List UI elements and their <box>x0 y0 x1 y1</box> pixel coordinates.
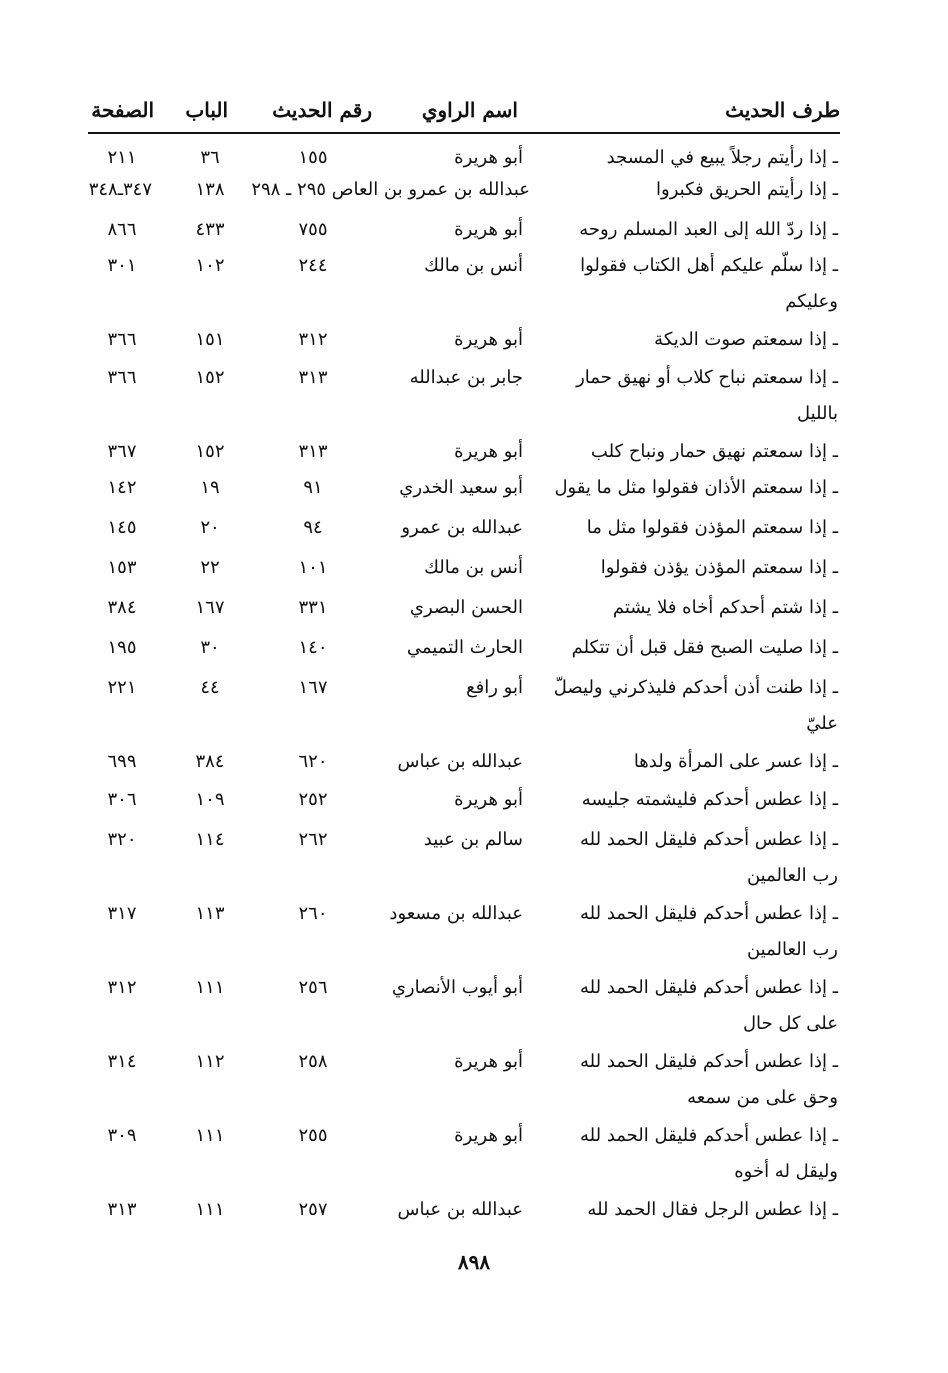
narrator-name: أبو هريرة <box>454 1051 523 1072</box>
hadith-text: ـ إذا رأيتم رجلاً يبيع في المسجد <box>606 147 838 168</box>
hadith-text: ـ إذا سمعتم المؤذن فقولوا مثل ما <box>586 517 838 538</box>
page-reference: ١٤٥ <box>107 517 137 538</box>
hadith-text: ـ إذا ردّ الله إلى العبد المسلم روحه <box>579 219 838 240</box>
chapter-number: ٤٤ <box>200 677 220 698</box>
chapter-number: ١١٤ <box>195 829 225 850</box>
table-row <box>0 510 948 550</box>
chapter-number: ١٥١ <box>195 329 225 350</box>
table-row <box>0 1044 948 1118</box>
hadith-number: ٩١ <box>303 477 323 498</box>
header-hadith-text: طرف الحديث <box>725 98 840 122</box>
hadith-number: ١٠١ <box>298 557 328 578</box>
narrator-name: الحسن البصري <box>409 597 523 618</box>
table-row <box>0 1118 948 1192</box>
table-row <box>0 248 948 322</box>
narrator-name: أنس بن مالك <box>424 255 523 276</box>
table-row <box>0 360 948 434</box>
narrator-name: عبدالله بن عباس <box>397 1199 523 1220</box>
table-row <box>0 744 948 782</box>
table-row <box>0 896 948 970</box>
narrator-name: أنس بن مالك <box>424 557 523 578</box>
chapter-number: ١٩ <box>200 477 220 498</box>
hadith-text: ـ إذا سمعتم نباح كلاب أو نهيق حمار بالليل <box>576 367 838 424</box>
hadith-number: ٧٥٥ <box>298 219 328 240</box>
table-row <box>0 670 948 744</box>
table-row <box>0 590 948 630</box>
page-reference: ٣١٢ <box>107 977 137 998</box>
hadith-text: ـ إذا سلّم عليكم أهل الكتاب فقولوا وعليكم <box>580 255 838 312</box>
narrator-name: الحارث التميمي <box>406 637 523 658</box>
narrator-name: عبدالله بن عمرو بن العاص ٢٩٥ ـ ٢٩٨ <box>251 179 530 200</box>
table-row <box>0 1192 948 1232</box>
hadith-text: ـ إذا عطس أحدكم فليقل الحمد لله رب العالمين <box>580 829 838 886</box>
page-reference: ٦٩٩ <box>107 751 137 772</box>
hadith-number: ٩٤ <box>303 517 323 538</box>
narrator-name: جابر بن عبدالله <box>409 367 523 388</box>
page-reference: ٢١١ <box>107 147 137 168</box>
table-row <box>0 172 948 212</box>
hadith-text: ـ إذا عطس الرجل فقال الحمد لله <box>587 1199 838 1220</box>
narrator-name: أبو رافع <box>466 677 523 698</box>
narrator-name: سالم بن عبيد <box>423 829 523 850</box>
narrator-name: أبو هريرة <box>454 147 523 168</box>
page-reference: ٣١٤ <box>107 1051 137 1072</box>
hadith-text: ـ إذا عطس أحدكم فليقل الحمد لله رب العالمين <box>580 903 838 960</box>
page-reference: ٨٦٦ <box>107 219 137 240</box>
table-row <box>0 212 948 248</box>
narrator-name: أبو هريرة <box>454 219 523 240</box>
page-reference: ٣٤٧ـ٣٤٨ <box>88 179 152 200</box>
page-reference: ٢٢١ <box>107 677 137 698</box>
narrator-name: أبو هريرة <box>454 441 523 462</box>
hadith-number: ٢٥٥ <box>298 1125 328 1146</box>
page-reference: ٣٦٧ <box>107 441 137 462</box>
page-reference: ٣١٧ <box>107 903 137 924</box>
chapter-number: ١١١ <box>195 1125 225 1146</box>
page-reference: ٣٠٩ <box>107 1125 137 1146</box>
table-row <box>0 782 948 822</box>
hadith-text: ـ إذا سمعتم نهيق حمار ونباح كلب <box>590 441 838 462</box>
table-row <box>0 322 948 360</box>
chapter-number: ١٦٧ <box>195 597 225 618</box>
chapter-number: ٣٦ <box>200 147 220 168</box>
chapter-number: ١١٣ <box>195 903 225 924</box>
page-number: ٨٩٨ <box>457 1250 491 1274</box>
chapter-number: ٣٨٤ <box>195 751 225 772</box>
hadith-text: ـ إذا طنت أذن أحدكم فليذكرني وليصلّ عليّ <box>553 677 838 734</box>
page-reference: ١٩٥ <box>107 637 137 658</box>
table-header <box>88 92 840 134</box>
page-reference: ٣٠٦ <box>107 789 137 810</box>
table-row <box>0 470 948 510</box>
header-hadith-number: رقم الحديث <box>272 98 372 122</box>
hadith-number: ١٦٧ <box>298 677 328 698</box>
page-reference: ٣٠١ <box>107 255 137 276</box>
hadith-text: ـ إذا سمعتم الأذان فقولوا مثل ما يقول <box>554 477 838 498</box>
hadith-text: ـ إذا عسر على المرأة ولدها <box>633 751 838 772</box>
hadith-text: ـ إذا عطس أحدكم فليقل الحمد لله على كل حال <box>580 977 838 1034</box>
hadith-number: ٢٦٢ <box>298 829 328 850</box>
page-reference: ١٥٣ <box>107 557 137 578</box>
page-reference: ٣١٣ <box>107 1199 137 1220</box>
chapter-number: ٣٠ <box>200 637 220 658</box>
hadith-number: ٣١٣ <box>298 441 328 462</box>
header-chapter: الباب <box>185 98 228 122</box>
chapter-number: ١١٢ <box>195 1051 225 1072</box>
hadith-text: ـ إذا عطس أحدكم فليقل الحمد لله وليقل له أخوه <box>580 1125 838 1182</box>
page-reference: ٣٨٤ <box>107 597 137 618</box>
hadith-number: ٢٥٢ <box>298 789 328 810</box>
hadith-text: ـ إذا صليت الصبح فقل قبل أن تتكلم <box>571 637 838 658</box>
chapter-number: ٢٠ <box>200 517 220 538</box>
table-row <box>0 140 948 172</box>
narrator-name: أبو هريرة <box>454 789 523 810</box>
narrator-name: أبو هريرة <box>454 329 523 350</box>
hadith-number: ٢٥٨ <box>298 1051 328 1072</box>
chapter-number: ١١١ <box>195 977 225 998</box>
hadith-text: ـ إذا رأيتم الحريق فكبروا <box>656 179 838 200</box>
narrator-name: أبو أيوب الأنصاري <box>391 977 523 998</box>
hadith-number: ١٥٥ <box>298 147 328 168</box>
table-row <box>0 970 948 1044</box>
hadith-number: ٣١٢ <box>298 329 328 350</box>
chapter-number: ١١١ <box>195 1199 225 1220</box>
hadith-number: ٢٥٧ <box>298 1199 328 1220</box>
hadith-number: ١٤٠ <box>298 637 328 658</box>
page-reference: ١٤٢ <box>107 477 137 498</box>
hadith-text: ـ إذا سمعتم صوت الديكة <box>654 329 838 350</box>
chapter-number: ١٥٢ <box>195 367 225 388</box>
page-reference: ٣٢٠ <box>107 829 137 850</box>
hadith-number: ٦٢٠ <box>298 751 328 772</box>
narrator-name: عبدالله بن عباس <box>397 751 523 772</box>
hadith-number: ٢٦٠ <box>298 903 328 924</box>
header-page: الصفحة <box>91 98 154 122</box>
narrator-name: أبو سعيد الخدري <box>399 477 523 498</box>
table-row <box>0 434 948 470</box>
chapter-number: ١٥٢ <box>195 441 225 462</box>
chapter-number: ١٠٩ <box>195 789 225 810</box>
table-row <box>0 822 948 896</box>
page-reference: ٣٦٦ <box>107 367 137 388</box>
narrator-name: عبدالله بن مسعود <box>389 903 523 924</box>
chapter-number: ١٣٨ <box>195 179 225 200</box>
chapter-number: ٤٣٣ <box>195 219 225 240</box>
hadith-text: ـ إذا شتم أحدكم أخاه فلا يشتم <box>612 597 838 618</box>
hadith-text: ـ إذا عطس أحدكم فليقل الحمد لله وحق على من سمعه <box>580 1051 838 1108</box>
header-narrator: اسم الراوي <box>421 98 518 122</box>
hadith-number: ٢٤٤ <box>298 255 328 276</box>
hadith-number: ٣٣١ <box>298 597 328 618</box>
narrator-name: عبدالله بن عمرو <box>401 517 523 538</box>
chapter-number: ٢٢ <box>200 557 220 578</box>
chapter-number: ١٠٢ <box>195 255 225 276</box>
page-reference: ٣٦٦ <box>107 329 137 350</box>
hadith-text: ـ إذا عطس أحدكم فليشمته جليسه <box>581 789 838 810</box>
hadith-text: ـ إذا سمعتم المؤذن يؤذن فقولوا <box>600 557 838 578</box>
narrator-name: أبو هريرة <box>454 1125 523 1146</box>
table-row <box>0 630 948 670</box>
table-row <box>0 550 948 590</box>
hadith-number: ٣١٣ <box>298 367 328 388</box>
hadith-number: ٢٥٦ <box>298 977 328 998</box>
